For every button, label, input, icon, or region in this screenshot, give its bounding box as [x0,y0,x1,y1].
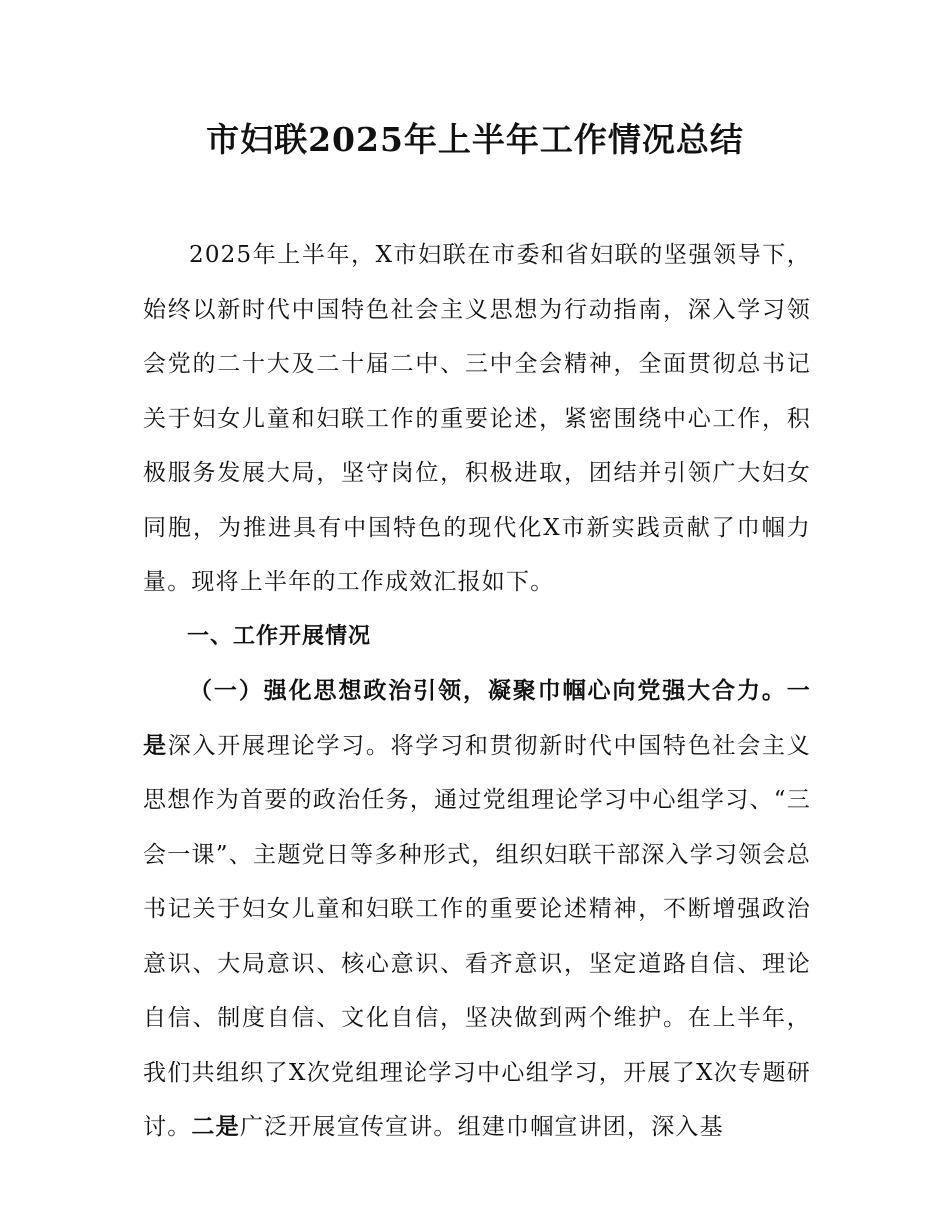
point-text: 深入开展理论学习。将学习和贯彻新时代中国特色社会主义思想作为首要的政治任务，通过党组理论学习中心组学习、“三会一课”、主题党日等多种形式，组织妇联干部深入学习领会总书记关于妇女儿童和妇联工作的重要论述精神，不断增强政治意识、大局意识、核心意识、看齐意识，坚定道路自信、理论自信、制度自信、文化自信，坚决做到两个维护。在上半年，我们共组织了X次党组理论学习中心组学习，开展了X次专题研讨。 [143,732,811,1140]
document-body [143,228,811,1155]
subsection-heading: （一）强化思想政治引领，凝聚巾帼心向党强大合力。 [189,678,787,704]
point-label: 二是 [191,1114,240,1140]
document-title: 市妇联2025年上半年工作情况总结 [206,120,744,159]
intro-paragraph: 2025年上半年，X市妇联在市委和省妇联的坚强领导下，始终以新时代中国特色社会主义思想为行动指南，深入学习领会党的二十大及二十届二中、三中全会精神，全面贯彻总书记关于妇女儿童和妇联工作的重要论述，紧密围绕中心工作，积极服务发展大局，坚守岗位，积极进取，团结并引领广大妇女同胞，为推进具有中国特色的现代化X市新实践贡献了巾帼力量。现将上半年的工作成效汇报如下。 [143,242,811,595]
subsection-paragraph [143,664,811,1155]
point-label: 一是 [143,678,811,759]
point-text: 广泛开展宣传宣讲。组建巾帼宣讲团，深入基 [239,1114,724,1140]
section-heading: 一、工作开展情况 [187,623,372,649]
